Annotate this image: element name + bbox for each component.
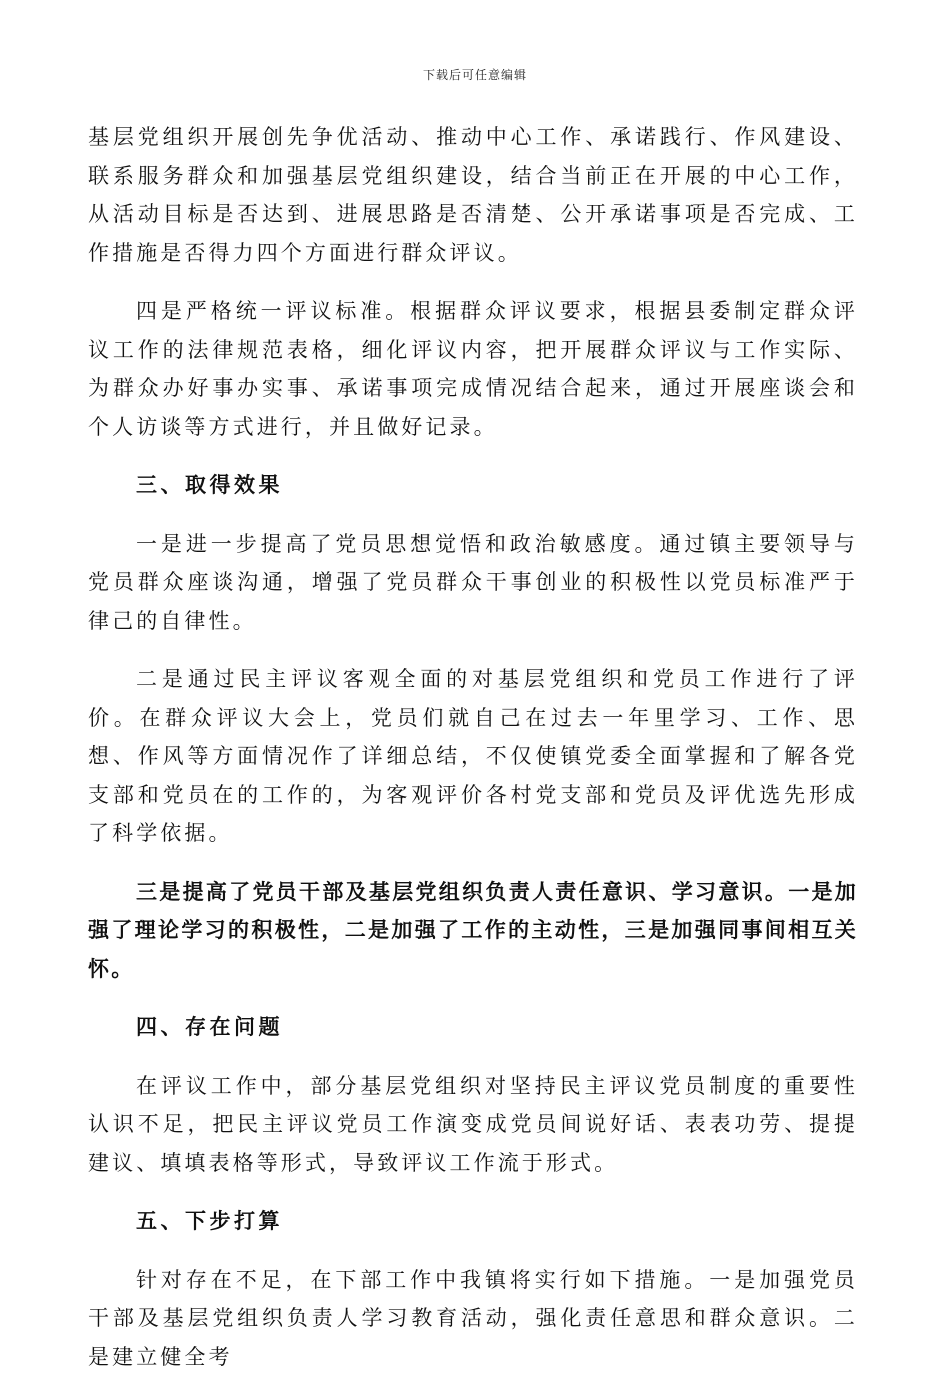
paragraph-continuation: 基层党组织开展创先争优活动、推动中心工作、承诺践行、作风建设、联系服务群众和加强基层党组织建设，结合当前正在开展的中心工作，从活动目标是否达到、进展思路是否清楚、公开承诺事项是否完成、工作措施是否得力四个方面进行群众评议。 — [88, 118, 858, 272]
paragraph-result-two: 二是通过民主评议客观全面的对基层党组织和党员工作进行了评价。在群众评议大会上，党员们就自己在过去一年里学习、工作、思想、作风等方面情况作了详细总结，不仅使镇党委全面掌握和了解各党支部和党员在的工作的，为客观评价各村党支部和党员及评优选先形成了科学依据。 — [88, 660, 858, 853]
paragraph-evaluation-standard: 四是严格统一评议标准。根据群众评议要求，根据县委制定群众评议工作的法律规范表格，细化评议内容，把开展群众评议与工作实际、为群众办好事办实事、承诺事项完成情况结合起来，通过开展座谈会和个人访谈等方式进行，并且做好记录。 — [88, 292, 858, 446]
paragraph-result-three: 三是提高了党员干部及基层党组织负责人责任意识、学习意识。一是加强了理论学习的积极性，二是加强了工作的主动性，三是加强同事间相互关怀。 — [88, 873, 858, 989]
section-heading-next-steps: 五、下步打算 — [88, 1202, 858, 1241]
section-heading-problems: 四、存在问题 — [88, 1008, 858, 1047]
document-body — [88, 118, 858, 1376]
page-header: 下载后可任意编辑 — [0, 66, 950, 83]
paragraph-problems: 在评议工作中，部分基层党组织对坚持民主评议党员制度的重要性认识不足，把民主评议党员工作演变成党员间说好话、表表功劳、提提建议、填填表格等形式，导致评议工作流于形式。 — [88, 1067, 858, 1183]
paragraph-next-steps: 针对存在不足，在下部工作中我镇将实行如下措施。一是加强党员干部及基层党组织负责人学习教育活动，强化责任意思和群众意识。二是建立健全考 — [88, 1261, 858, 1376]
section-heading-results: 三、取得效果 — [88, 466, 858, 505]
paragraph-result-one: 一是进一步提高了党员思想觉悟和政治敏感度。通过镇主要领导与党员群众座谈沟通，增强了党员群众干事创业的积极性以党员标准严于律己的自律性。 — [88, 525, 858, 641]
